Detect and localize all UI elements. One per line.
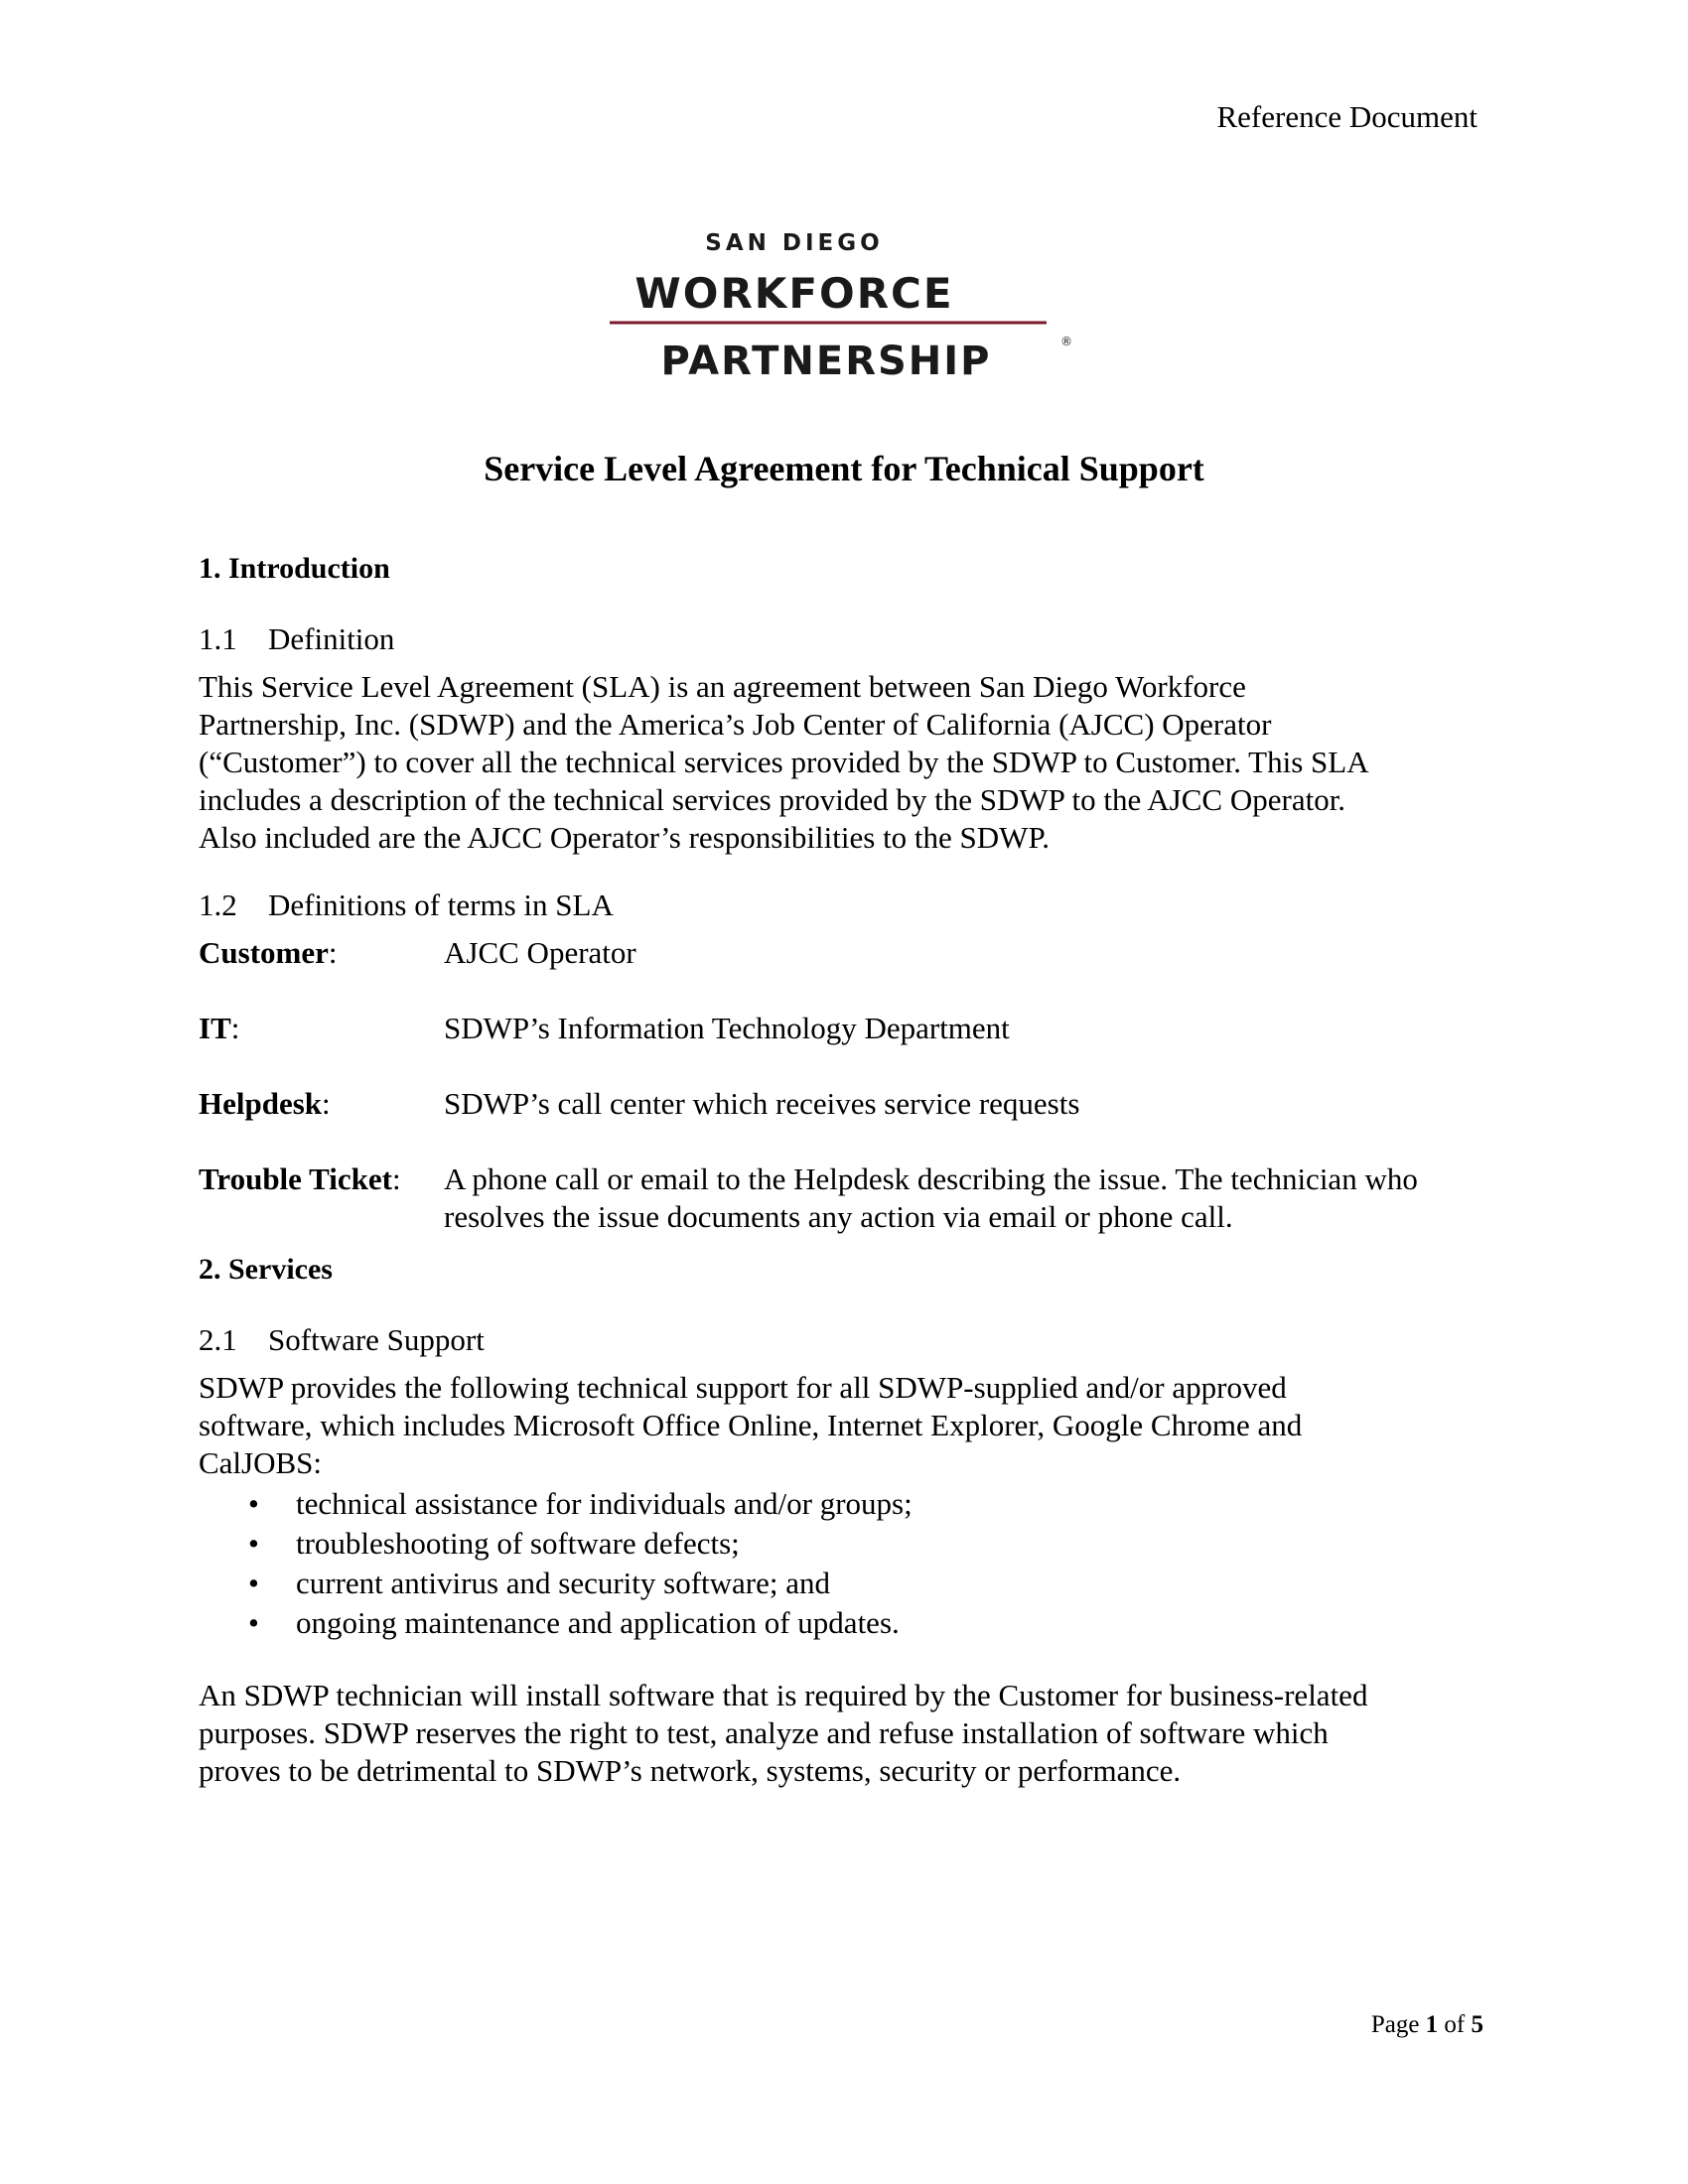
bullet-icon: • bbox=[248, 1605, 259, 1640]
paragraph-line: An SDWP technician will install software that is required by the Customer for business-related bbox=[199, 1678, 1368, 1712]
subsection-heading-terms bbox=[199, 887, 614, 923]
document-title: Service Level Agreement for Technical Support bbox=[484, 449, 1204, 488]
subsection-number: 1.1 bbox=[199, 621, 237, 656]
paragraph-line: Also included are the AJCC Operator’s responsibilities to the SDWP. bbox=[199, 820, 1050, 855]
section-heading-services: 2. Services bbox=[199, 1253, 333, 1286]
subsection-heading-software-support bbox=[199, 1322, 485, 1358]
running-header: Reference Document bbox=[1216, 99, 1477, 134]
page-number: Page 1 of 5 bbox=[1370, 2011, 1483, 2038]
subsection-title: Software Support bbox=[268, 1322, 485, 1357]
paragraph-line: purposes. SDWP reserves the right to test, analyze and refuse installation of software which bbox=[199, 1715, 1329, 1750]
term-label: Helpdesk: bbox=[199, 1086, 331, 1121]
subsection-number: 1.2 bbox=[199, 887, 237, 922]
list-item: • ongoing maintenance and application of updates. bbox=[199, 1603, 1489, 1643]
definition-paragraph bbox=[199, 668, 1489, 857]
term-definition: AJCC Operator bbox=[444, 935, 636, 970]
paragraph-line: CalJOBS: bbox=[199, 1445, 323, 1480]
paragraph-line: proves to be detrimental to SDWP’s network, systems, security or performance. bbox=[199, 1753, 1182, 1788]
paragraph-line: SDWP provides the following technical support for all SDWP-supplied and/or approved bbox=[199, 1370, 1287, 1405]
svg-text:SAN DIEGO: SAN DIEGO bbox=[705, 230, 884, 256]
term-label: Trouble Ticket: bbox=[199, 1161, 401, 1196]
bullet-icon: • bbox=[248, 1566, 259, 1600]
term-definition: SDWP’s call center which receives service requests bbox=[444, 1086, 1080, 1121]
software-support-intro bbox=[199, 1369, 1489, 1482]
paragraph-line: Partnership, Inc. (SDWP) and the America’s Job Center of California (AJCC) Operator bbox=[199, 707, 1272, 742]
paragraph-line: software, which includes Microsoft Office Online, Internet Explorer, Google Chrome and bbox=[199, 1408, 1303, 1442]
svg-text:®: ® bbox=[1060, 335, 1072, 348]
subsection-heading-definition bbox=[199, 621, 394, 657]
bullet-icon: • bbox=[248, 1486, 259, 1521]
list-item: • technical assistance for individuals and/or groups; bbox=[199, 1484, 1489, 1524]
sdwp-logo bbox=[608, 230, 1074, 379]
software-support-list bbox=[199, 1484, 1489, 1643]
paragraph-line: includes a description of the technical services provided by the SDWP to the AJCC Operator. bbox=[199, 782, 1346, 817]
term-definition: SDWP’s Information Technology Department bbox=[444, 1011, 1010, 1045]
subsection-title: Definition bbox=[268, 621, 395, 656]
subsection-title: Definitions of terms in SLA bbox=[268, 887, 614, 922]
subsection-number: 2.1 bbox=[199, 1322, 237, 1357]
list-item: • current antivirus and security software; and bbox=[199, 1564, 1489, 1603]
paragraph-line: (“Customer”) to cover all the technical services provided by the SDWP to Customer. This SLA bbox=[199, 745, 1369, 779]
software-install-paragraph bbox=[199, 1677, 1489, 1790]
svg-text:WORKFORCE: WORKFORCE bbox=[634, 269, 954, 318]
term-definition: A phone call or email to the Helpdesk describing the issue. The technician who resolves the issue documents any action via email or phone call. bbox=[444, 1161, 1418, 1234]
term-label: Customer: bbox=[199, 935, 338, 970]
section-heading-introduction: 1. Introduction bbox=[199, 552, 390, 585]
list-item: • troubleshooting of software defects; bbox=[199, 1524, 1489, 1564]
term-label: IT: bbox=[199, 1011, 240, 1045]
paragraph-line: This Service Level Agreement (SLA) is an agreement between San Diego Workforce bbox=[199, 669, 1246, 704]
bullet-icon: • bbox=[248, 1526, 259, 1561]
svg-text:PARTNERSHIP: PARTNERSHIP bbox=[660, 339, 992, 379]
